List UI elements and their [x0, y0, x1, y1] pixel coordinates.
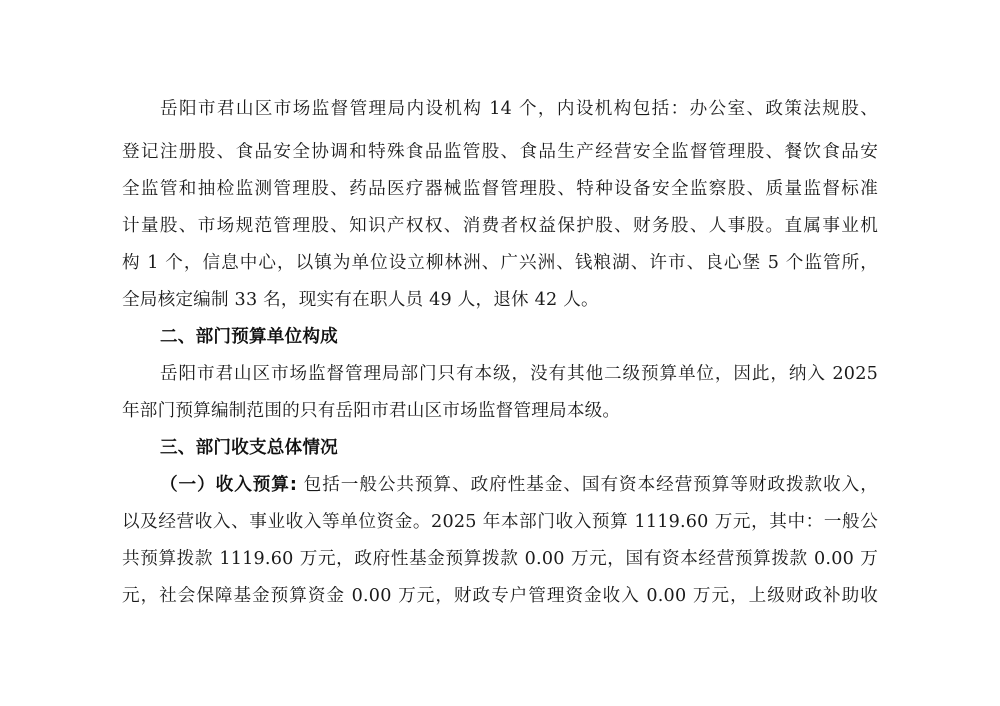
paragraph-3-line-3: 共预算拨款 1119.60 万元，政府性基金预算拨款 0.00 万元，国有资本经营预算拨款 0.00 万: [122, 549, 878, 569]
paragraph-3-line-2: 以及经营收入、事业收入等单位资金。2025 年本部门收入预算 1119.60 万元，其中：一般公: [122, 512, 878, 532]
paragraph-1-line-3: 全监管和抽检监测管理股、药品医疗器械监督管理股、特种设备安全监察股、质量监督标准: [122, 179, 878, 199]
section-heading-3: 三、部门收支总体情况: [160, 438, 338, 458]
paragraph-3-line-1-rest: 包括一般公共预算、政府性基金、国有资本经营预算等财政拨款收入，: [297, 475, 879, 495]
paragraph-1-line-2: 登记注册股、食品安全协调和特殊食品监管股、食品生产经营安全监督管理股、餐饮食品安: [122, 142, 878, 162]
income-budget-lead: （一）收入预算:: [160, 475, 298, 495]
paragraph-1-line-4: 计量股、市场规范管理股、知识产权权、消费者权益保护股、财务股、人事股。直属事业机: [122, 216, 878, 236]
paragraph-2-line-1: 岳阳市君山区市场监督管理局部门只有本级，没有其他二级预算单位，因此，纳入 2025: [160, 364, 878, 384]
paragraph-1-line-1: 岳阳市君山区市场监督管理局内设机构 14 个，内设机构包括：办公室、政策法规股、: [160, 99, 878, 119]
paragraph-3-line-1: [160, 473, 878, 497]
paragraph-2-line-2: 年部门预算编制范围的只有岳阳市君山区市场监督管理局本级。: [122, 401, 621, 421]
paragraph-1-line-5: 构 1 个，信息中心，以镇为单位设立柳林洲、广兴洲、钱粮湖、许市、良心堡 5 个监管所，: [122, 253, 878, 273]
section-heading-2: 二、部门预算单位构成: [160, 327, 338, 347]
paragraph-1-line-6: 全局核定编制 33 名，现实有在职人员 49 人，退休 42 人。: [122, 290, 599, 310]
paragraph-3-line-4: 元，社会保障基金预算资金 0.00 万元，财政专户管理资金收入 0.00 万元，上级财政补助收: [122, 586, 878, 606]
